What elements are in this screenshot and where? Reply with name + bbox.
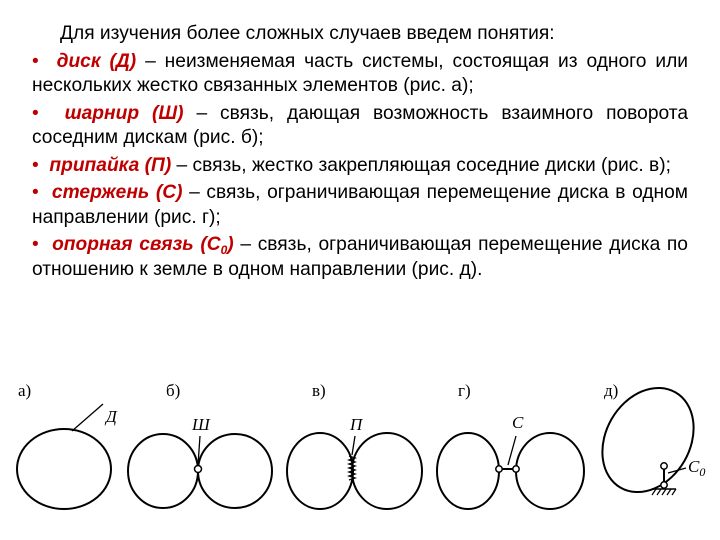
figure-d-letter: д) xyxy=(604,381,619,400)
disk-left xyxy=(287,433,353,509)
definition-disk xyxy=(32,50,688,99)
term-support-main: опорная связь (С xyxy=(52,234,221,255)
figure-a xyxy=(17,381,118,509)
term-support-subscript: 0 xyxy=(220,243,228,257)
bullet: • xyxy=(32,154,39,176)
definition-support-text: – связь, ограничивающая перемещение диска по отношению к земле в одном направлении (рис. д). xyxy=(32,234,688,280)
term-support xyxy=(52,234,234,255)
figure-b-caption: Ш xyxy=(192,415,210,434)
bullet: • xyxy=(32,50,39,72)
hinge-point xyxy=(195,466,202,473)
figure-v xyxy=(287,381,422,509)
figure-v-letter: в) xyxy=(312,381,326,400)
term-disk: диск (Д) xyxy=(56,50,137,72)
figures-row xyxy=(0,368,720,540)
term-rod: стержень (С) xyxy=(51,182,183,203)
support-hinge-top xyxy=(661,463,667,469)
disk-circle xyxy=(17,429,111,509)
definitions-text xyxy=(32,22,688,285)
bullet: • xyxy=(32,102,39,124)
figure-a-letter: а) xyxy=(18,381,32,400)
figure-v-caption: П xyxy=(350,415,363,434)
rod-hinge-right xyxy=(513,466,519,472)
definition-hinge-text: – связь, дающая возможность взаимного поворота соседним дискам (рис. б); xyxy=(32,102,688,148)
figure-d-caption xyxy=(688,457,705,479)
figure-g-caption: С xyxy=(512,413,524,432)
rod-hinge-left xyxy=(496,466,502,472)
disk-right xyxy=(516,433,584,509)
definition-solder xyxy=(32,154,688,179)
disk-left xyxy=(128,434,198,508)
leader-line xyxy=(508,436,516,465)
support-hinge-bottom xyxy=(661,482,667,488)
figure-b xyxy=(128,381,272,508)
term-solder: припайка (П) xyxy=(49,154,172,176)
leader-line xyxy=(72,404,103,431)
definition-solder-text: – связь, жестко закрепляющая соседние диски (рис. в); xyxy=(171,154,671,176)
intro-text: Для изучения более сложных случаев введем понятия: xyxy=(60,23,555,44)
definition-hinge xyxy=(32,102,688,151)
disk-right xyxy=(198,434,272,508)
figure-g-letter: г) xyxy=(458,381,471,400)
definition-support xyxy=(32,233,688,282)
figure-b-letter: б) xyxy=(166,381,181,400)
figure-d-caption-main: C xyxy=(688,457,700,476)
figure-a-caption: Д xyxy=(106,407,117,426)
bullet: • xyxy=(32,234,39,255)
bullet: • xyxy=(32,182,39,203)
figure-d-caption-sub: 0 xyxy=(699,465,706,479)
ground-hatching xyxy=(652,489,676,495)
definition-rod xyxy=(32,181,688,230)
disk-right xyxy=(352,433,422,509)
term-hinge: шарнир (Ш) xyxy=(64,102,184,124)
disk-left xyxy=(437,433,499,509)
term-support-end: ) xyxy=(227,234,234,255)
figure-g xyxy=(437,381,584,509)
figures-diagram xyxy=(0,368,720,540)
definition-disk-text: – неизменяемая часть системы, состоящая из одного или нескольких жестко связанных элементов (рис. а); xyxy=(32,50,688,96)
figure-d xyxy=(584,371,712,508)
definition-rod-text: – связь, ограничивающая перемещение диска в одном направлении (рис. г); xyxy=(32,182,688,228)
leader-line xyxy=(352,436,355,455)
